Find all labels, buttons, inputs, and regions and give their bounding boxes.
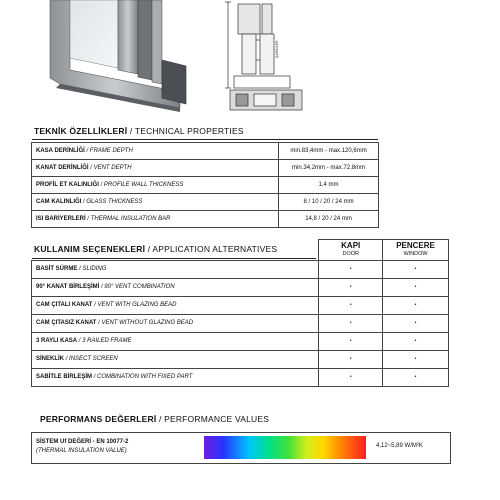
door-column-header: KAPI DOOR (319, 240, 383, 261)
table-row: KASA DERİNLİĞİ / FRAME DEPTH min.83,4mm - max.120,6mm (32, 143, 379, 160)
profile-technical-drawing (220, 0, 310, 120)
table-row: SİNEKLİK / INSECT SCREEN • • (32, 350, 449, 368)
technical-properties-table (31, 142, 379, 228)
table-row: CAM KALINLIĞI / GLASS THICKNESS 8 / 10 / 20 / 24 mm (32, 194, 379, 211)
technical-title-rule (32, 139, 378, 140)
table-row: SABİTLE BİRLEŞİM / COMBINATION WITH FIXED PART • • (32, 368, 449, 386)
performance-label: SİSTEM Uf DEĞERİ - EN 10077-2 (THERMAL INSULATION VALUE) (36, 439, 129, 454)
window-profile-render (40, 0, 190, 112)
table-row: PROFİL ET KALINLIĞI / PROFILE WALL THICKNESS 1,4 mm (32, 177, 379, 194)
table-row: CAM ÇITASIZ KANAT / VENT WITHOUT GLAZING BEAD • • (32, 314, 449, 332)
thermal-value-gradient-bar (204, 436, 366, 459)
table-row: BASİT SÜRME / SLIDING • • (32, 260, 449, 278)
application-alternatives-table (31, 239, 449, 387)
svg-text:ŞAHİNLER: ŞAHİNLER (275, 40, 279, 58)
table-header-row (32, 240, 449, 261)
application-section-title: KULLANIM SEÇENEKLERİ / APPLICATION ALTERNATIVES (34, 244, 278, 254)
table-row: 90° KANAT BİRLEŞİMİ / 90° VENT COMBINATION • • (32, 278, 449, 296)
window-column-header: PENCERE WINDOW (383, 240, 449, 261)
table-row: KANAT DERİNLİĞİ / VENT DEPTH min.34,2mm - max.72,8mm (32, 160, 379, 177)
table-row: ISI BARİYERLERİ / THERMAL INSULATION BAR 14,8 / 20 / 24 mm (32, 211, 379, 228)
table-row: CAM ÇITALI KANAT / VENT WITH GLAZING BEAD • • (32, 296, 449, 314)
performance-section-title: PERFORMANS DEĞERLERİ / PERFORMANCE VALUES (40, 414, 270, 424)
performance-value: 4,12~5,89 W/M²K (376, 443, 423, 449)
table-row: 3 RAYLI KASA / 3 RAILED FRAME • • (32, 332, 449, 350)
technical-section-title: TEKNİK ÖZELLİKLERİ / TECHNICAL PROPERTIES (34, 126, 244, 136)
